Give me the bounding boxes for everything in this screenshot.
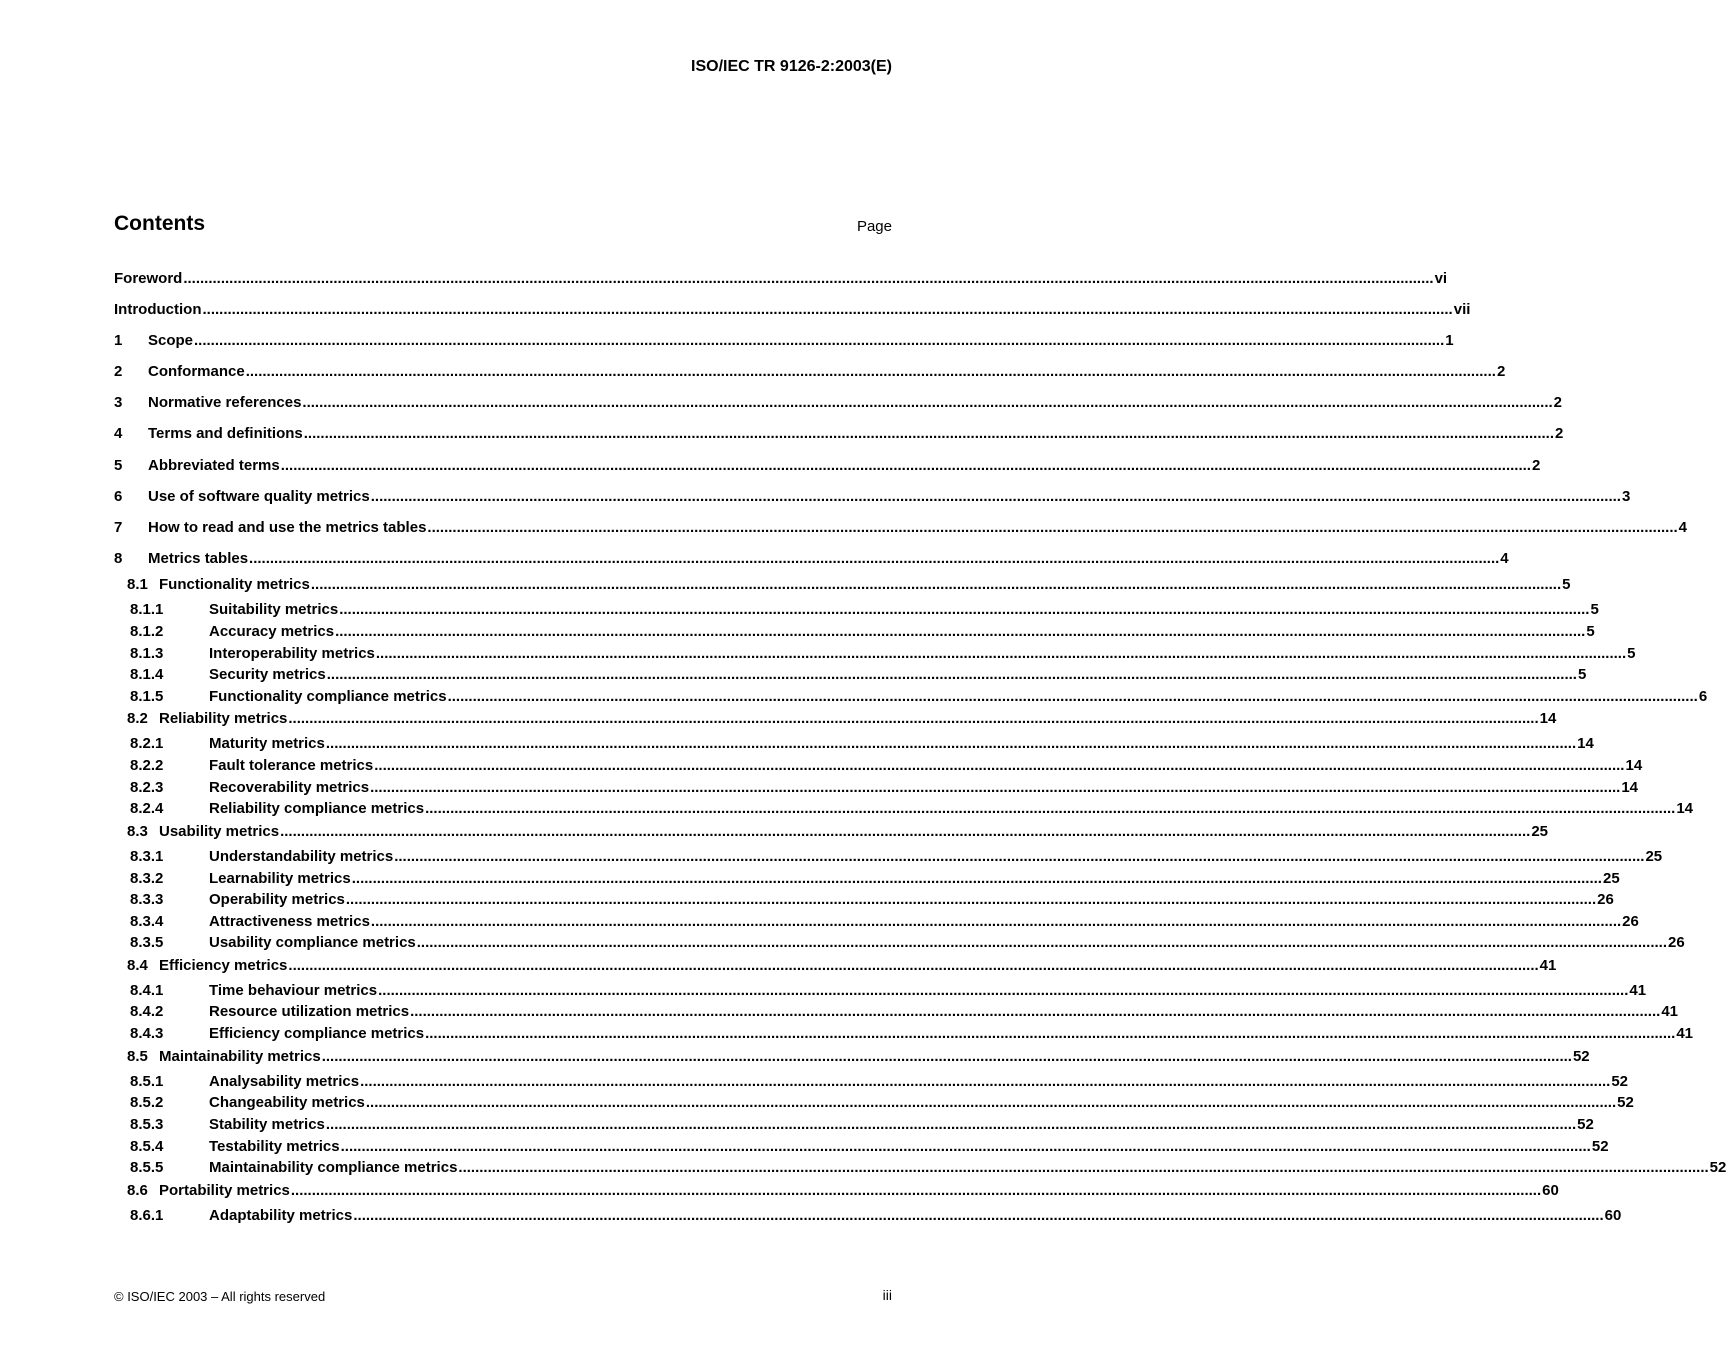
toc-entry[interactable] (130, 1207, 1622, 1227)
toc-entry-number: 8 (114, 550, 123, 567)
toc-entry-title: Security metrics (209, 666, 326, 683)
toc-dot-leader: ............................................................................................................................................................................................................................................................................................................ (325, 1116, 1577, 1133)
toc-entry[interactable] (127, 957, 1557, 977)
toc-entry-number: 8.4.3 (130, 1025, 164, 1042)
footer-page-number: iii (882, 1287, 892, 1303)
toc-entry-page: 14 (1676, 800, 1694, 817)
toc-entry-title: Recoverability metrics (209, 779, 370, 796)
toc-dot-leader: ............................................................................................................................................................................................................................................................................................................ (183, 270, 1434, 287)
toc-entry-title: Fault tolerance metrics (209, 757, 374, 774)
toc-entry-title: Functionality compliance metrics (209, 688, 447, 705)
toc-entry-number: 8.3.1 (130, 848, 164, 865)
toc-dot-leader: ............................................................................................................................................................................................................................................................................................................ (375, 645, 1627, 662)
toc-entry[interactable] (130, 779, 1639, 799)
toc-entry-title: Scope (148, 332, 194, 349)
toc-dot-leader: ............................................................................................................................................................................................................................................................................................................ (458, 1159, 1709, 1176)
toc-entry-number: 4 (114, 425, 123, 442)
toc-dot-leader: ............................................................................................................................................................................................................................................................................................................ (245, 363, 1496, 380)
toc-dot-leader: ............................................................................................................................................................................................................................................................................................................ (416, 934, 1667, 951)
toc-entry-number: 8.2.1 (130, 735, 164, 752)
toc-entry-page: 2 (1553, 394, 1563, 411)
toc-entry[interactable] (130, 666, 1587, 686)
toc-entry-number: 8.1.3 (130, 645, 164, 662)
toc-entry-title: Operability metrics (209, 891, 345, 908)
toc-entry-page: vii (1453, 301, 1471, 318)
toc-entry-number: 8.1.2 (130, 623, 164, 640)
toc-entry[interactable] (130, 848, 1663, 868)
toc-entry-page: 52 (1577, 1116, 1594, 1133)
toc-entry-page: 3 (1621, 488, 1631, 505)
footer-copyright: © ISO/IEC 2003 – All rights reserved (114, 1289, 326, 1304)
toc-entry-page: 52 (1572, 1048, 1590, 1065)
toc-entry-number: 8.5.3 (130, 1116, 164, 1133)
toc-entry-title: Learnability metrics (209, 870, 351, 887)
toc-dot-leader: ............................................................................................................................................................................................................................................................................................................ (335, 623, 1586, 640)
toc-entry-page: 52 (1709, 1159, 1726, 1176)
toc-entry-number: 8.6 (127, 1182, 148, 1199)
toc-entry-title: Suitability metrics (209, 601, 339, 618)
toc-entry-title: Maintainability compliance metrics (209, 1159, 458, 1176)
toc-entry[interactable] (114, 332, 1454, 352)
toc-entry-page: 5 (1590, 601, 1599, 618)
toc-dot-leader: ............................................................................................................................................................................................................................................................................................................ (425, 800, 1676, 817)
toc-entry-title: Portability metrics (159, 1182, 290, 1199)
toc-entry-number: 8.2.3 (130, 779, 164, 796)
toc-entry-title: Testability metrics (209, 1138, 340, 1155)
toc-entry[interactable] (127, 710, 1557, 730)
toc-entry-page: 26 (1597, 891, 1614, 908)
toc-dot-leader: ............................................................................................................................................................................................................................................................................................................ (303, 425, 1554, 442)
toc-entry-title: Efficiency metrics (159, 957, 288, 974)
toc-entry[interactable] (130, 870, 1620, 890)
toc-entry-number: 8.5.1 (130, 1073, 164, 1090)
toc-entry-page: 14 (1539, 710, 1557, 727)
toc-dot-leader: ............................................................................................................................................................................................................................................................................................................ (280, 457, 1531, 474)
toc-entry[interactable] (130, 1138, 1609, 1158)
toc-dot-leader: ............................................................................................................................................................................................................................................................................................................ (410, 1003, 1661, 1020)
toc-dot-leader: ............................................................................................................................................................................................................................................................................................................ (345, 891, 1597, 908)
toc-entry[interactable] (114, 363, 1506, 383)
toc-entry-title: Accuracy metrics (209, 623, 335, 640)
toc-dot-leader: ............................................................................................................................................................................................................................................................................................................ (370, 779, 1621, 796)
toc-entry-number: 8.3.3 (130, 891, 164, 908)
toc-entry-title: Time behaviour metrics (209, 982, 378, 999)
toc-entry[interactable] (130, 735, 1594, 755)
toc-entry-page: 60 (1604, 1207, 1622, 1224)
toc-entry-number: 8.6.1 (130, 1207, 164, 1224)
toc-entry[interactable] (127, 576, 1571, 596)
toc-entry-number: 8.3.2 (130, 870, 164, 887)
toc-dot-leader: ............................................................................................................................................................................................................................................................................................................ (280, 823, 1531, 840)
toc-entry-number: 1 (114, 332, 123, 349)
toc-entry-number: 8.5.2 (130, 1094, 164, 1111)
toc-entry-page: 25 (1645, 848, 1663, 865)
toc-entry-page: 14 (1577, 735, 1594, 752)
toc-entry[interactable] (114, 550, 1509, 570)
toc-entry-page: 6 (1698, 688, 1708, 705)
toc-entry-number: 6 (114, 488, 123, 505)
toc-entry-page: 5 (1562, 576, 1571, 593)
toc-entry-number: 8.4.1 (130, 982, 164, 999)
toc-entry-title: Adaptability metrics (209, 1207, 353, 1224)
toc-entry-title: Normative references (148, 394, 302, 411)
toc-entry[interactable] (114, 457, 1541, 477)
toc-dot-leader: ............................................................................................................................................................................................................................................................................................................ (249, 550, 1500, 567)
toc-entry-page: 60 (1542, 1182, 1559, 1199)
toc-entry-number: 8.5 (127, 1048, 148, 1065)
toc-entry-title: Stability metrics (209, 1116, 325, 1133)
toc-entry-page: 5 (1577, 666, 1587, 683)
toc-entry-title: Understandability metrics (209, 848, 394, 865)
toc-entry-page: vi (1434, 270, 1448, 287)
toc-dot-leader: ............................................................................................................................................................................................................................................................................................................ (202, 301, 1453, 318)
toc-entry-page: 52 (1617, 1094, 1634, 1111)
toc-dot-leader: ............................................................................................................................................................................................................................................................................................................ (370, 488, 1621, 505)
toc-entry[interactable] (127, 823, 1548, 843)
toc-entry-title: Attractiveness metrics (209, 913, 370, 930)
toc-entry-number: 8.3 (127, 823, 148, 840)
toc-entry-page: 41 (1539, 957, 1557, 974)
toc-dot-leader: ............................................................................................................................................................................................................................................................................................................ (340, 1138, 1591, 1155)
toc-entry-page: 25 (1602, 870, 1620, 887)
toc-dot-leader: ............................................................................................................................................................................................................................................................................................................ (339, 601, 1590, 618)
toc-entry[interactable] (130, 688, 1708, 708)
toc-entry-page: 26 (1622, 913, 1639, 930)
toc-dot-leader: ............................................................................................................................................................................................................................................................................................................ (447, 688, 1698, 705)
toc-dot-leader: ............................................................................................................................................................................................................................................................................................................ (325, 735, 1577, 752)
toc-entry-title: Metrics tables (148, 550, 249, 567)
toc-entry-title: Functionality metrics (159, 576, 310, 593)
toc-entry-page: 4 (1678, 519, 1688, 536)
toc-dot-leader: ............................................................................................................................................................................................................................................................................................................ (288, 710, 1539, 727)
toc-entry-number: 8.4.2 (130, 1003, 164, 1020)
page-column-label: Page (856, 218, 892, 235)
toc-dot-leader: ............................................................................................................................................................................................................................................................................................................ (394, 848, 1645, 865)
toc-entry[interactable] (130, 601, 1599, 621)
toc-dot-leader: ............................................................................................................................................................................................................................................................................................................ (302, 394, 1553, 411)
toc-entry[interactable] (130, 982, 1647, 1002)
toc-entry-title: Interoperability metrics (209, 645, 375, 662)
toc-entry-number: 8.4 (127, 957, 148, 974)
toc-entry[interactable] (114, 519, 1688, 539)
toc-entry[interactable] (130, 645, 1636, 665)
toc-entry-number: 3 (114, 394, 123, 411)
toc-entry-page: 52 (1611, 1073, 1629, 1090)
toc-entry-page: 41 (1661, 1003, 1678, 1020)
toc-entry[interactable] (127, 1182, 1559, 1202)
toc-entry-page: 25 (1531, 823, 1548, 840)
toc-dot-leader: ............................................................................................................................................................................................................................................................................................................ (374, 757, 1625, 774)
toc-entry-page: 52 (1591, 1138, 1609, 1155)
toc-entry[interactable] (130, 891, 1614, 911)
toc-entry-title: Terms and definitions (148, 425, 303, 442)
toc-entry[interactable] (114, 425, 1564, 445)
toc-entry[interactable] (114, 488, 1631, 508)
toc-entry-number: 8.3.4 (130, 913, 164, 930)
toc-entry-number: 8.1.4 (130, 666, 164, 683)
toc-dot-leader: ............................................................................................................................................................................................................................................................................................................ (310, 576, 1562, 593)
toc-entry-page: 2 (1496, 363, 1506, 380)
toc-entry-page: 5 (1586, 623, 1595, 640)
toc-dot-leader: ............................................................................................................................................................................................................................................................................................................ (288, 957, 1539, 974)
toc-entry[interactable] (130, 1116, 1594, 1136)
toc-entry-number: 8.2.4 (130, 800, 164, 817)
toc-entry-number: 2 (114, 363, 123, 380)
toc-entry-title: Usability metrics (159, 823, 280, 840)
toc-entry[interactable] (130, 1094, 1634, 1114)
toc-entry-page: 41 (1629, 982, 1647, 999)
toc-entry-page: 5 (1627, 645, 1636, 662)
toc-dot-leader: ............................................................................................................................................................................................................................................................................................................ (321, 1048, 1572, 1065)
toc-entry-page: 26 (1668, 934, 1685, 951)
toc-entry[interactable] (130, 1159, 1726, 1179)
toc-dot-leader: ............................................................................................................................................................................................................................................................................................................ (351, 870, 1602, 887)
toc-entry-number: 8.2 (127, 710, 148, 727)
toc-entry-title: Abbreviated terms (148, 457, 280, 474)
toc-entry-number: 7 (114, 519, 123, 536)
toc-entry-number: 8.1.1 (130, 601, 164, 618)
toc-entry-number: 5 (114, 457, 123, 474)
toc-entry-title: Changeability metrics (209, 1094, 365, 1111)
toc-entry-page: 1 (1445, 332, 1454, 349)
toc-entry-page: 14 (1625, 757, 1643, 774)
toc-entry[interactable] (114, 270, 1448, 290)
toc-dot-leader: ............................................................................................................................................................................................................................................................................................................ (427, 519, 1678, 536)
toc-dot-leader: ............................................................................................................................................................................................................................................................................................................ (370, 913, 1622, 930)
toc-entry-title: Foreword (114, 270, 183, 287)
toc-entry-title: Use of software quality metrics (148, 488, 370, 505)
toc-entry-title: Maintainability metrics (159, 1048, 321, 1065)
toc-dot-leader: ............................................................................................................................................................................................................................................................................................................ (353, 1207, 1604, 1224)
toc-entry-title: Resource utilization metrics (209, 1003, 410, 1020)
toc-entry-number: 8.1 (127, 576, 148, 593)
toc-entry[interactable] (130, 1025, 1694, 1045)
toc-entry-title: Reliability metrics (159, 710, 288, 727)
toc-entry-number: 8.1.5 (130, 688, 164, 705)
toc-entry-title: Efficiency compliance metrics (209, 1025, 425, 1042)
toc-entry[interactable] (114, 394, 1563, 414)
document-header-id: ISO/IEC TR 9126-2:2003(E) (691, 58, 892, 75)
toc-dot-leader: ............................................................................................................................................................................................................................................................................................................ (290, 1182, 1542, 1199)
toc-dot-leader: ............................................................................................................................................................................................................................................................................................................ (425, 1025, 1676, 1042)
toc-dot-leader: ............................................................................................................................................................................................................................................................................................................ (378, 982, 1629, 999)
toc-entry-page: 41 (1676, 1025, 1694, 1042)
toc-entry-title: Conformance (148, 363, 245, 380)
toc-entry-title: Analysability metrics (209, 1073, 360, 1090)
toc-dot-leader: ............................................................................................................................................................................................................................................................................................................ (326, 666, 1577, 683)
toc-entry-number: 8.2.2 (130, 757, 164, 774)
toc-dot-leader: ............................................................................................................................................................................................................................................................................................................ (365, 1094, 1617, 1111)
toc-entry[interactable] (130, 800, 1694, 820)
toc-entry-number: 8.5.5 (130, 1159, 164, 1176)
toc-dot-leader: ............................................................................................................................................................................................................................................................................................................ (194, 332, 1445, 349)
toc-entry[interactable] (130, 757, 1643, 777)
toc-entry[interactable] (130, 934, 1685, 954)
toc-entry-number: 8.3.5 (130, 934, 164, 951)
toc-entry[interactable] (114, 301, 1471, 321)
toc-entry[interactable] (127, 1048, 1590, 1068)
toc-entry-page: 14 (1621, 779, 1639, 796)
toc-entry[interactable] (130, 913, 1639, 933)
toc-entry[interactable] (130, 623, 1595, 643)
toc-dot-leader: ............................................................................................................................................................................................................................................................................................................ (360, 1073, 1611, 1090)
toc-entry-title: Maturity metrics (209, 735, 325, 752)
toc-entry-number: 8.5.4 (130, 1138, 164, 1155)
toc-entry[interactable] (130, 1073, 1629, 1093)
contents-title: Contents (114, 212, 205, 235)
toc-entry-page: 4 (1500, 550, 1509, 567)
toc-entry-title: Reliability compliance metrics (209, 800, 425, 817)
toc-entry[interactable] (130, 1003, 1678, 1023)
toc-entry-page: 2 (1555, 425, 1564, 442)
toc-entry-title: Introduction (114, 301, 202, 318)
toc-entry-page: 2 (1531, 457, 1541, 474)
toc-entry-title: How to read and use the metrics tables (148, 519, 427, 536)
toc-entry-title: Usability compliance metrics (209, 934, 416, 951)
